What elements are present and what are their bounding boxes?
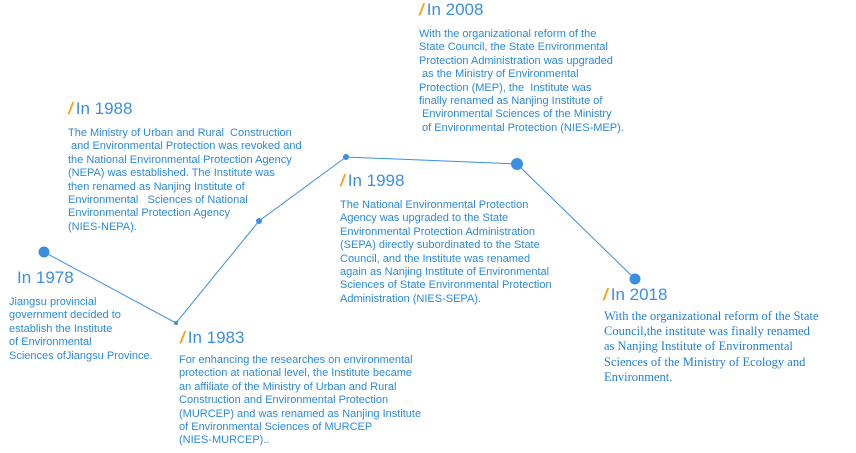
milestone-year-text: In 1998 xyxy=(347,171,405,190)
milestone-1978-description: Jiangsu provincial government decided to establish the Institute of Environmental Sciences ofJiangsu Province. xyxy=(9,296,153,362)
slash-accent-icon: / xyxy=(180,328,185,347)
milestone-1988-description: The Ministry of Urban and Rural Construction and Environmental Protection was revoked and the National Environmental Protection Agency (NEPA) was established. The Institute was then renamed as Nanjing Institute of Environmental Sciences of National Environmental Protection Agency (NIES-NEPA). xyxy=(68,127,302,233)
milestone-2018-dot xyxy=(630,274,641,285)
slash-accent-icon: / xyxy=(419,0,424,19)
milestone-year-text: In 1988 xyxy=(75,99,133,118)
milestone-2008-dot xyxy=(511,158,523,170)
milestone-2008-description: With the organizational reform of the State Council, the State Environmental Protection Administration was upgraded as the Ministry of Environmental Protection (MEP), the Institute was finally renamed as Nanjing Institute of Environmental Sciences of the Ministry of Environmental Protection (NIES-MEP). xyxy=(419,28,624,134)
milestone-1983-description: For enhancing the researches on environmental protection at national level, the Institute became an affiliate of the Ministry of Urban and Rural Construction and Environmental Protection (MURCEP) and was renamed as Nanjing Institute of Environmental Sciences of MURCEP (NIES-MURCEP).. xyxy=(179,354,422,447)
milestone-1983-dot xyxy=(174,321,178,325)
milestone-1978-dot xyxy=(39,247,50,258)
slash-accent-icon: / xyxy=(68,99,73,118)
milestone-year-text: In 2008 xyxy=(426,0,484,19)
milestone-1978-year xyxy=(17,268,74,288)
slash-accent-icon: / xyxy=(603,285,608,304)
milestone-year-text: In 2018 xyxy=(610,285,668,304)
slash-accent-icon: / xyxy=(340,171,345,190)
milestone-2018-description: With the organizational reform of the State Council,the institute was finally renamed as Nanjing Institute of Environmental Sciences of the Ministry of Ecology and Environment. xyxy=(604,309,819,384)
milestone-1988-year xyxy=(68,99,132,119)
milestone-2018-year xyxy=(603,285,667,305)
milestone-1998-description: The National Environmental Protection Agency was upgraded to the State Environmental Protection Administration (SEPA) directly subordinated to the State Council, and the Institute was renamed again as Nanjing Institute of Environmental Sciences of State Environmental Protection Administration (NIES-SEPA). xyxy=(340,199,552,305)
milestone-1983-year xyxy=(180,328,244,348)
milestone-2008-year xyxy=(419,0,483,20)
milestone-1998-dot xyxy=(343,154,349,160)
milestone-year-text: In 1978 xyxy=(17,268,74,287)
milestone-1998-year xyxy=(340,171,404,191)
milestone-year-text: In 1983 xyxy=(187,328,245,347)
